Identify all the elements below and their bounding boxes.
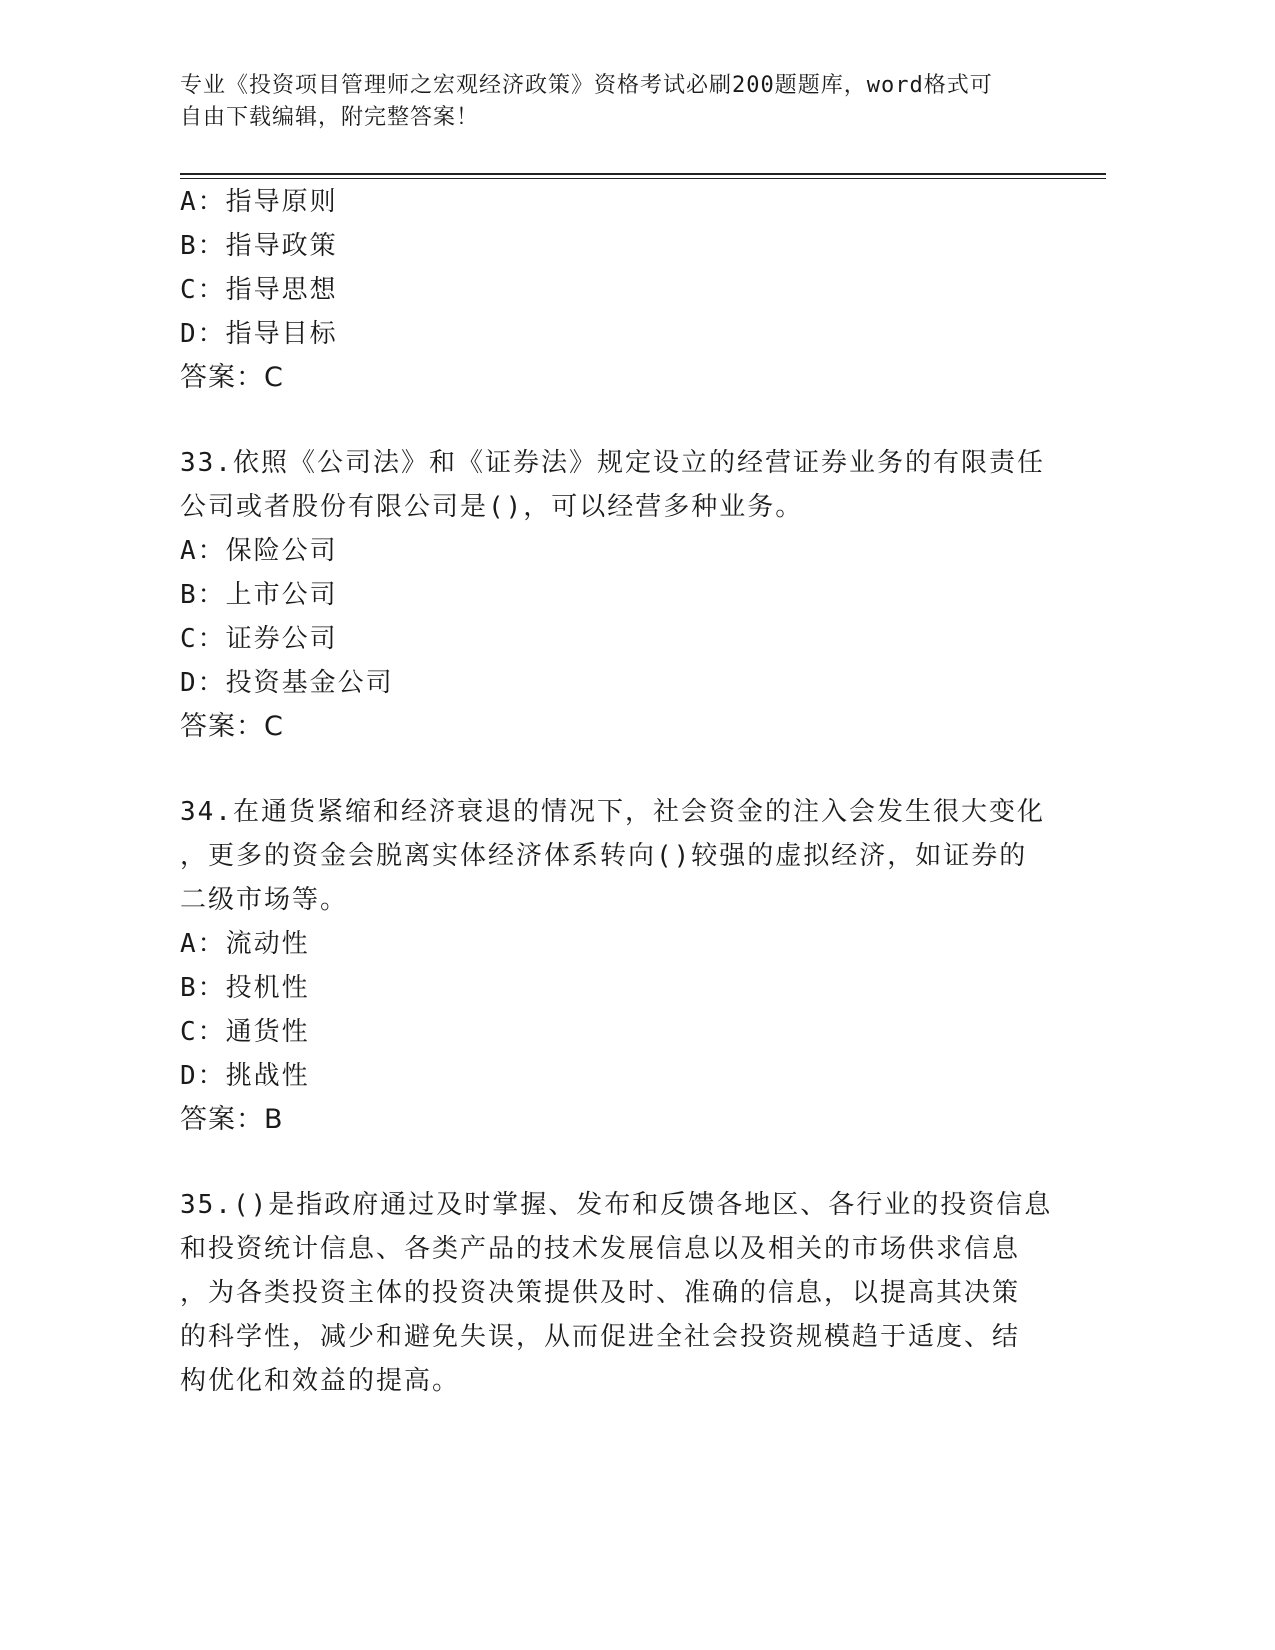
option-c: C：证券公司 xyxy=(180,624,338,654)
question-text-line: 的科学性，减少和避免失误，从而促进全社会投资规模趋于适度、结 xyxy=(180,1322,1021,1352)
option-a: A：流动性 xyxy=(180,929,310,959)
header-line-2: 自由下载编辑，附完整答案！ xyxy=(180,105,480,130)
header-divider-thin xyxy=(180,178,1106,179)
option-d: D：投资基金公司 xyxy=(180,668,394,698)
option-d: D：指导目标 xyxy=(180,319,338,349)
option-b: B：指导政策 xyxy=(180,231,338,261)
question-33 xyxy=(180,441,1045,749)
question-text-line: 二级市场等。 xyxy=(180,885,349,915)
option-a: A：保险公司 xyxy=(180,536,338,566)
question-text-line: 构优化和效益的提高。 xyxy=(180,1366,461,1396)
answer: 答案：C xyxy=(180,711,284,742)
answer: 答案：B xyxy=(180,1104,284,1135)
question-text-line: 和投资统计信息、各类产品的技术发展信息以及相关的市场供求信息 xyxy=(180,1234,1021,1264)
option-c: C：通货性 xyxy=(180,1017,310,1047)
question-text-line: ，为各类投资主体的投资决策提供及时、准确的信息，以提高其决策 xyxy=(180,1278,1021,1308)
question-35 xyxy=(180,1183,1053,1403)
question-text-line: ，更多的资金会脱离实体经济体系转向()较强的虚拟经济，如证券的 xyxy=(180,841,1028,871)
answer: 答案：C xyxy=(180,362,284,393)
question-34 xyxy=(180,790,1045,1142)
option-c: C：指导思想 xyxy=(180,275,338,305)
document-header xyxy=(180,70,1060,134)
question-text-line: 34.在通货紧缩和经济衰退的情况下，社会资金的注入会发生很大变化 xyxy=(180,797,1045,827)
option-b: B：投机性 xyxy=(180,973,310,1003)
option-a: A：指导原则 xyxy=(180,187,338,217)
header-line-1: 专业《投资项目管理师之宏观经济政策》资格考试必刷200题题库，word格式可 xyxy=(180,73,993,98)
option-d: D：挑战性 xyxy=(180,1061,310,1091)
question-text-line: 公司或者股份有限公司是()，可以经营多种业务。 xyxy=(180,492,804,522)
option-b: B：上市公司 xyxy=(180,580,338,610)
header-divider-thick xyxy=(180,173,1106,175)
question-text-line: 33.依照《公司法》和《证券法》规定设立的经营证券业务的有限责任 xyxy=(180,448,1045,478)
question-text-line: 35.()是指政府通过及时掌握、发布和反馈各地区、各行业的投资信息 xyxy=(180,1190,1053,1220)
question-32 xyxy=(180,180,1040,400)
